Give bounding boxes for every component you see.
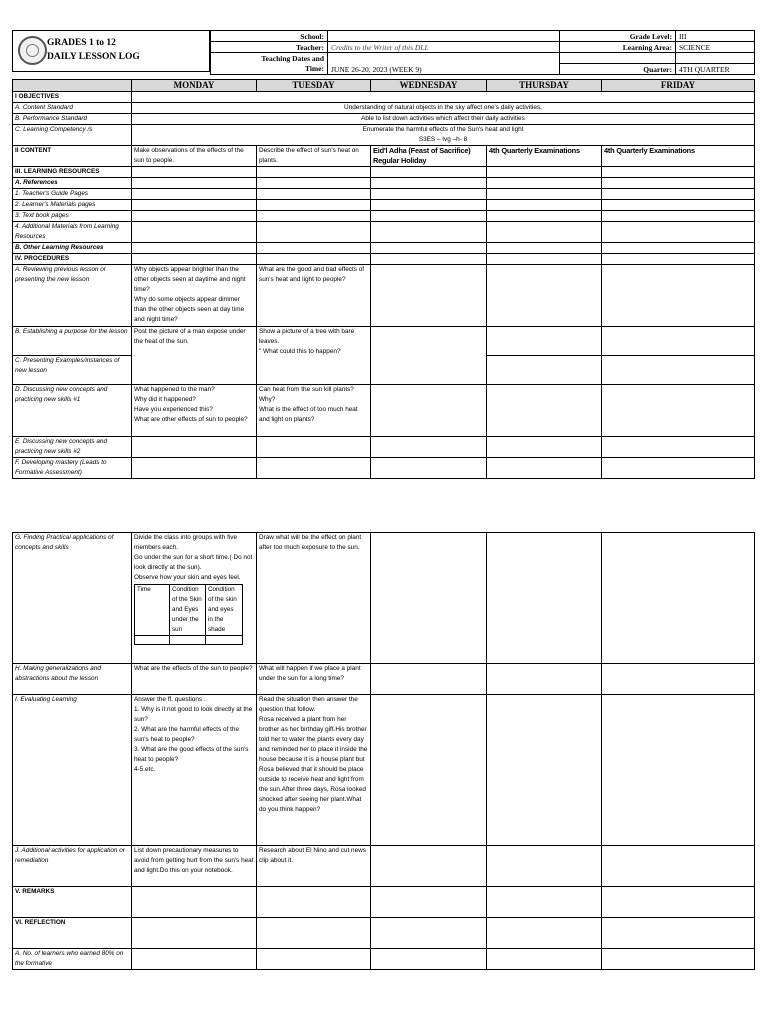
obs-col-sun: Condition of the Skin and Eyes under the sun bbox=[170, 585, 206, 636]
content-monday: Make observations of the effects of the sun to people. bbox=[132, 146, 257, 167]
teaching-dates-label: Teaching Dates and Time: bbox=[211, 53, 328, 75]
header-info-table bbox=[210, 30, 755, 75]
row-proc-c: C. Presenting Examples/instances of new lesson bbox=[13, 356, 132, 385]
title-dll: DAILY LESSON LOG bbox=[47, 52, 140, 62]
proc-g-monday: Divide the class into groups with five members each. Go under the sun for a short time.( Do not look directly at the sun). Observe how your skin and eyes feel. Time Condition of the Skin and Eyes under the sun Condition of the skin and eyes in the shade bbox=[132, 533, 257, 664]
title-grades: GRADES 1 to 12 bbox=[47, 38, 116, 48]
row-other-resources: B. Other Learning Resources bbox=[13, 243, 132, 254]
obs-col-shade: Condition of the skin and eyes in the shade bbox=[206, 585, 243, 636]
grade-level-value: III bbox=[676, 31, 755, 42]
teaching-dates-value: JUNE 26-20, 2023 (WEEK 9) bbox=[328, 53, 560, 75]
proc-h-tuesday: What will happen if we place a plant under the sun for a long time? bbox=[257, 664, 371, 695]
proc-a-monday: Why objects appear brighter than the other objects seen at daytime and night time? Why do some objects appear dimmer than the other objects seen at day time and night time? bbox=[132, 265, 257, 327]
dll-header bbox=[12, 30, 754, 72]
row-proc-e: E. Discussing new concepts and practicing new skills #2 bbox=[13, 437, 132, 458]
row-learning-resources: III. LEARNING RESOURCES bbox=[13, 167, 132, 178]
content-wednesday: Eid'l Adha (Feast of Sacrifice) Regular Holiday bbox=[371, 146, 487, 167]
observation-table bbox=[134, 584, 243, 645]
quarter-value: 4TH QUARTER bbox=[676, 64, 755, 75]
row-learners-materials: 2. Learner's Materials pages bbox=[13, 200, 132, 211]
day-friday: FRIDAY bbox=[602, 80, 755, 92]
performance-standard-text: Able to list down activities which affect their daily activities bbox=[132, 114, 755, 125]
grade-level-label: Grade Level: bbox=[560, 31, 676, 42]
school-value bbox=[328, 31, 560, 42]
row-proc-j: J. Additional activities for application or remediation bbox=[13, 846, 132, 887]
row-proc-d: D. Discussing new concepts and practicing new skills #1 bbox=[13, 385, 132, 437]
row-proc-a: A. Reviewing previous lesson or presenting the new lesson bbox=[13, 265, 132, 327]
row-content-standard: A. Content Standard bbox=[13, 103, 132, 114]
corner-cell bbox=[13, 80, 132, 92]
dll-table-part2 bbox=[12, 532, 755, 970]
row-reflection-a: A. No. of learners who earned 80% on the formative bbox=[13, 949, 132, 970]
blank-label bbox=[560, 53, 676, 64]
quarter-label: Quarter: bbox=[560, 64, 676, 75]
blank-value bbox=[676, 53, 755, 64]
day-header-row bbox=[13, 80, 755, 92]
proc-i-monday: Answer the ff. questions . 1. Why is it not good to look directly at the sun? 2. What are the harmful effects of the sun's heat to people? 3. What are the good effects of the sun's heat to people? 4-5.etc. bbox=[132, 695, 257, 846]
obs-col-time: Time bbox=[135, 585, 170, 636]
day-thursday: THURSDAY bbox=[487, 80, 602, 92]
row-procedures: IV. PROCEDURES bbox=[13, 254, 132, 265]
proc-b-monday: Post the picture of a man expose under the heat of the sun. bbox=[132, 327, 257, 385]
learning-area-value: SCIENCE bbox=[676, 42, 755, 53]
logo-box bbox=[12, 30, 210, 72]
row-proc-i: I. Evaluating Learning bbox=[13, 695, 132, 846]
row-proc-g: G. Finding Practical applications of concepts and skills bbox=[13, 533, 132, 664]
teacher-label: Teacher: bbox=[211, 42, 328, 53]
content-tuesday: Describe the effect of sun's heat on plants. bbox=[257, 146, 371, 167]
proc-i-tuesday: Read the situation then answer the question that follow. Rosa received a plant from her brother as her birthday gift.His brother told her to water the plants every day and reminded her to place it inside the house because it is a house plant but Rosa believed that it should be place outside to receive heat and light from the sun.After three days, Rosa looked shocked after seeing her plant.What do you think happen? bbox=[257, 695, 371, 846]
row-content: II CONTENT bbox=[13, 146, 132, 167]
school-label: School: bbox=[211, 31, 328, 42]
day-tuesday: TUESDAY bbox=[257, 80, 371, 92]
teacher-value: Credits to the Writer of this DLL bbox=[328, 42, 560, 53]
row-proc-b: B. Establishing a purpose for the lesson bbox=[13, 327, 132, 356]
content-standard-text: Understanding of natural objects in the sky affect one's daily activities. bbox=[132, 103, 755, 114]
proc-a-tuesday: What are the good and bad effects of sun's heat and light to people? bbox=[257, 265, 371, 327]
row-teachers-guide: 1. Teacher's Guide Pages bbox=[13, 189, 132, 200]
day-monday: MONDAY bbox=[132, 80, 257, 92]
proc-d-tuesday: Can heat from the sun kill plants?Why? What is the effect of too much heat and light on plants? bbox=[257, 385, 371, 437]
content-friday: 4th Quarterly Examinations bbox=[602, 146, 755, 167]
proc-d-monday: What happened to the man? Why did it happened? Have you experienced this? What are other effects of sun to people? bbox=[132, 385, 257, 437]
content-thursday: 4th Quarterly Examinations bbox=[487, 146, 602, 167]
row-reflection: VI. REFLECTION bbox=[13, 918, 132, 949]
proc-b-tuesday: Show a picture of a tree with bare leaves. " What could this to happen? bbox=[257, 327, 371, 385]
row-remarks: V. REMARKS bbox=[13, 887, 132, 918]
day-wednesday: WEDNESDAY bbox=[371, 80, 487, 92]
row-proc-f: F. Developing mastery (Leads to Formative Assessment) bbox=[13, 458, 132, 479]
deped-seal-icon bbox=[18, 36, 47, 65]
row-objectives: I OBJECTIVES bbox=[13, 92, 132, 103]
row-references: A. References bbox=[13, 178, 132, 189]
row-performance-standard: B. Performance Standard bbox=[13, 114, 132, 125]
proc-j-tuesday: Research about El Nino and cut news clip about it. bbox=[257, 846, 371, 887]
row-additional-materials: 4. Additional Materials from Learning Resources bbox=[13, 222, 132, 243]
learning-area-label: Learning Area: bbox=[560, 42, 676, 53]
row-proc-h: H. Making generalizations and abstractions about the lesson bbox=[13, 664, 132, 695]
proc-j-monday: List down precautionary measures to avoid from getting hurt from the sun's heat and light.Do this on your notebook. bbox=[132, 846, 257, 887]
proc-h-monday: What are the effects of the sun to people? bbox=[132, 664, 257, 695]
row-textbook-pages: 3. Text book pages bbox=[13, 211, 132, 222]
learning-competency-text: Enumerate the harmful effects of the Sun's heat and light S3ES – Ivg –h- 8 bbox=[132, 125, 755, 146]
row-learning-competency: C. Learning Competency /s bbox=[13, 125, 132, 146]
dll-table-part1 bbox=[12, 79, 755, 479]
proc-g-tuesday: Draw what will be the effect on plant after too much exposure to the sun. bbox=[257, 533, 371, 664]
